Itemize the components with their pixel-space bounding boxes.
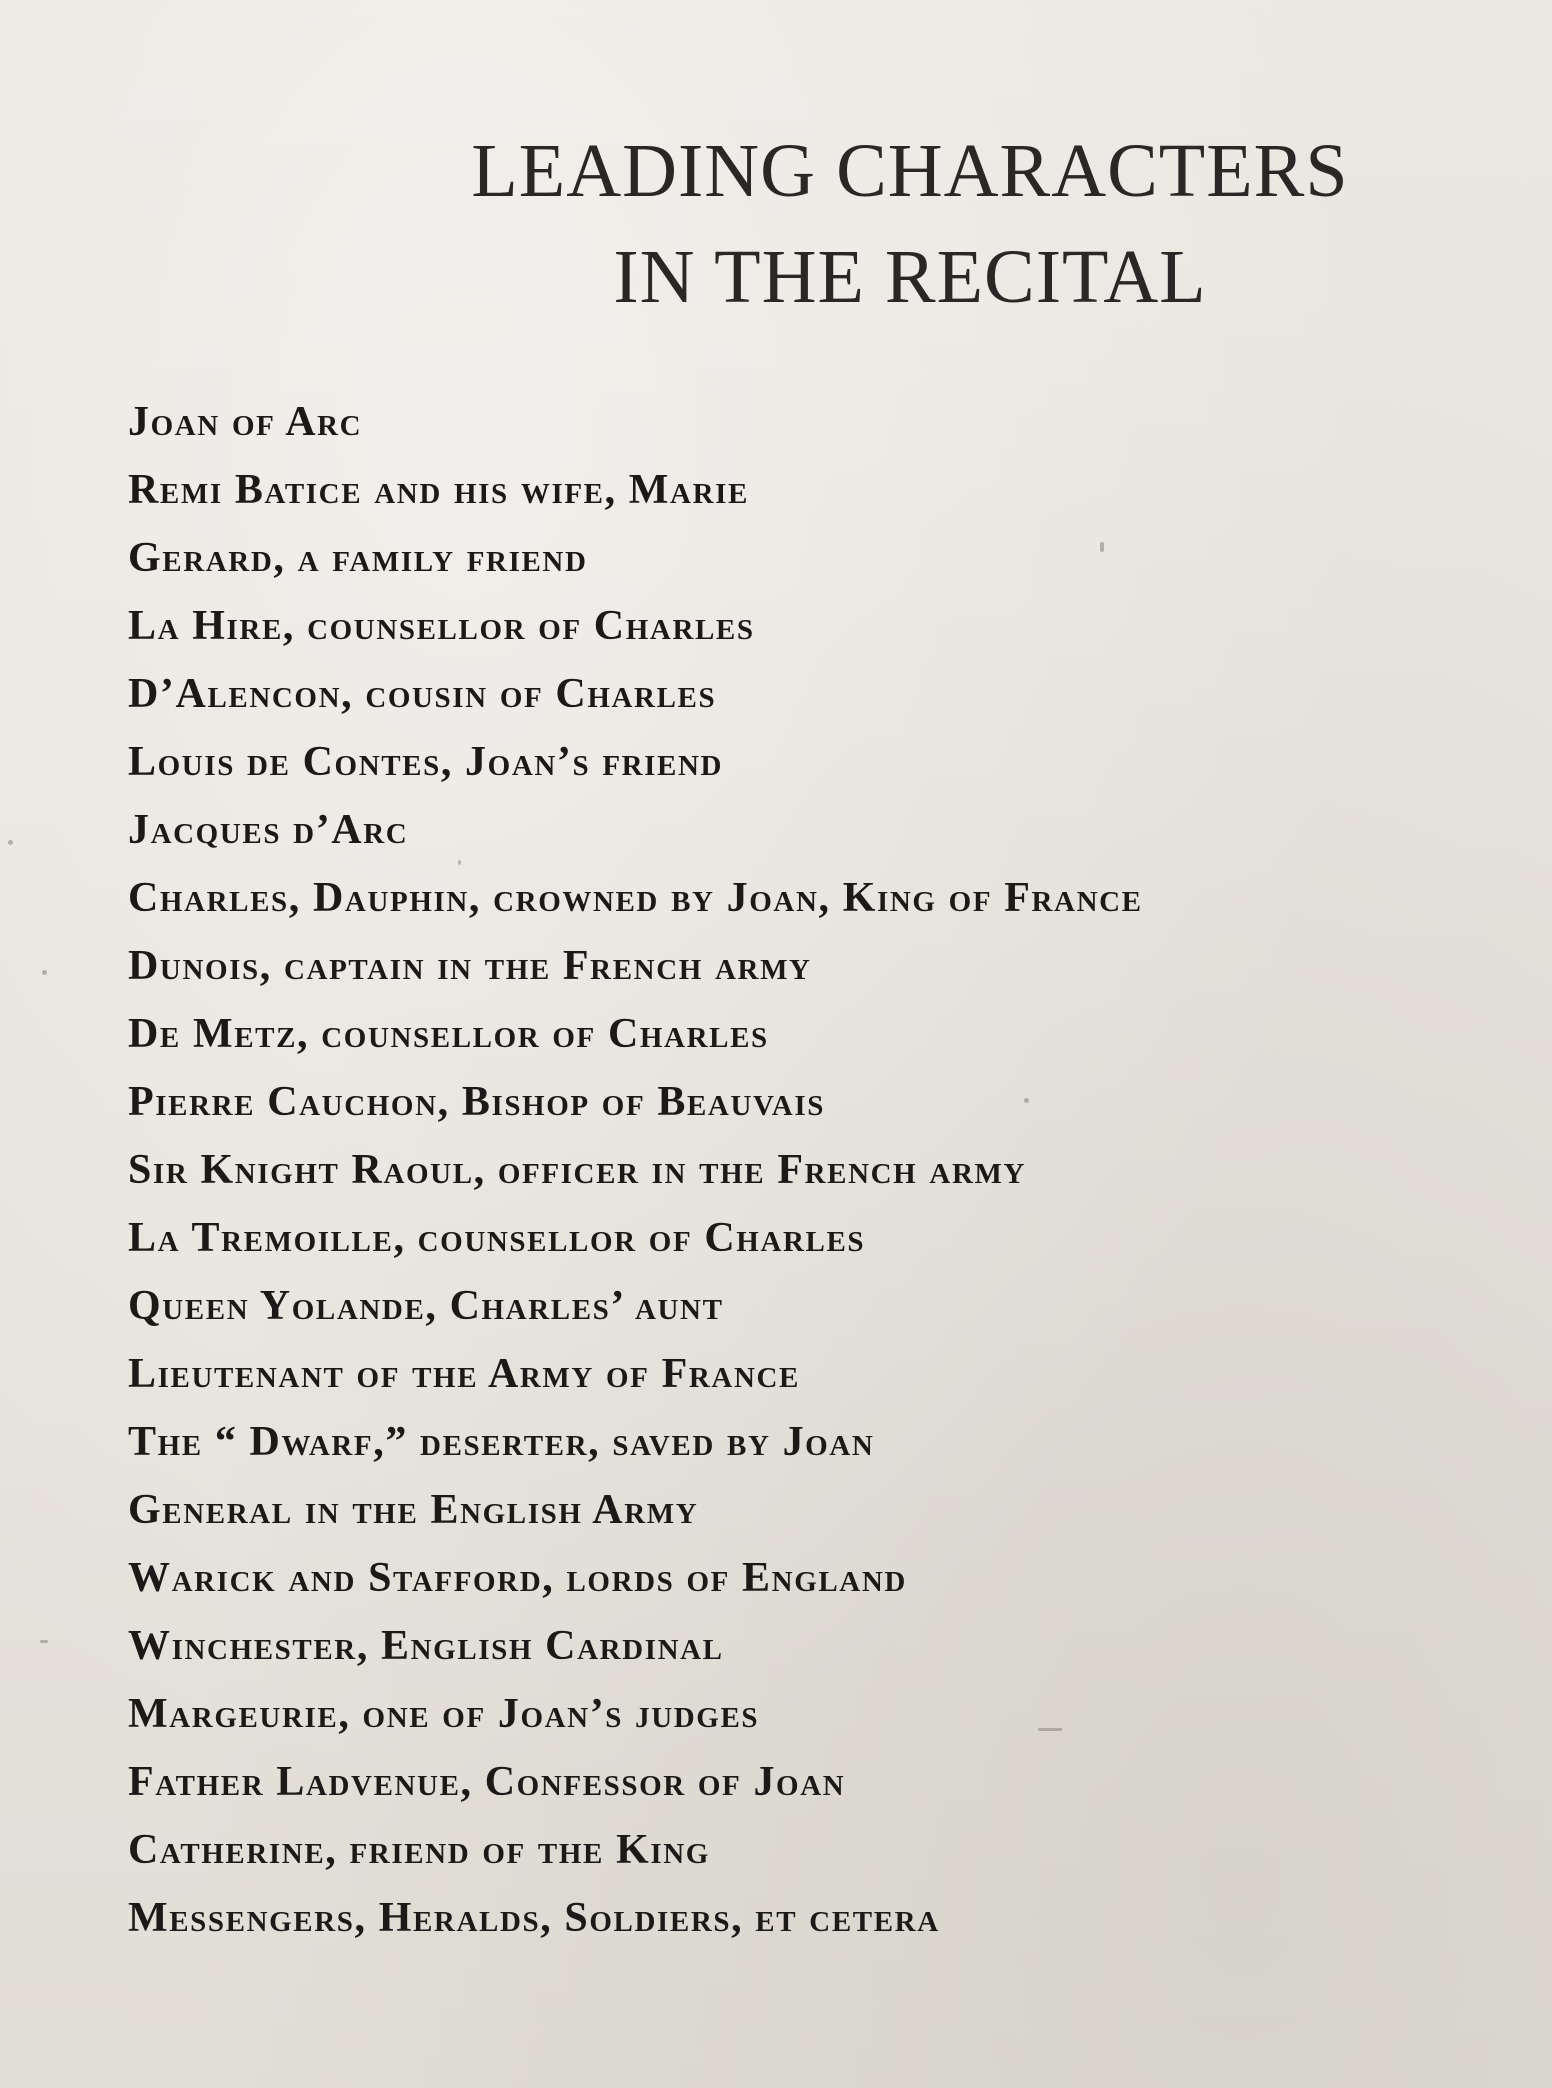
character-entry: Louis de Contes, Joan’s friend: [128, 739, 724, 785]
character-entry: Margeurie, one of Joan’s judges: [128, 1691, 760, 1737]
character-entry: Lieutenant of the Army of France: [128, 1351, 800, 1397]
paper-speck: [1038, 1728, 1062, 1731]
character-entry: Charles, Dauphin, crowned by Joan, King of France: [128, 875, 1143, 921]
paper-speck: [42, 970, 47, 975]
character-entry: Gerard, a family friend: [128, 535, 588, 581]
character-entry: De Metz, counsellor of Charles: [128, 1011, 769, 1057]
heading-line-1: LEADING CHARACTERS: [471, 129, 1349, 213]
character-entry: Jacques d’Arc: [128, 807, 409, 853]
character-entry: La Hire, counsellor of Charles: [128, 603, 755, 649]
paper-speck: [8, 840, 13, 845]
character-entry: Queen Yolande, Charles’ aunt: [128, 1283, 724, 1329]
character-entry: Remi Batice and his wife, Marie: [128, 467, 749, 513]
character-entry: Messengers, Heralds, Soldiers, et cetera: [128, 1895, 940, 1941]
character-entry: La Tremoille, counsellor of Charles: [128, 1215, 866, 1261]
character-list: [128, 388, 1143, 1952]
character-entry: Pierre Cauchon, Bishop of Beauvais: [128, 1079, 825, 1125]
character-entry: Father Ladvenue, Confessor of Joan: [128, 1759, 846, 1805]
paper-speck: [458, 860, 461, 865]
heading-line-2: IN THE RECITAL: [613, 235, 1207, 319]
character-entry: Warick and Stafford, lords of England: [128, 1555, 907, 1601]
character-entry: Winchester, English Cardinal: [128, 1623, 724, 1669]
page-heading: [360, 118, 1460, 330]
character-entry: Sir Knight Raoul, officer in the French army: [128, 1147, 1027, 1193]
character-entry: Joan of Arc: [128, 399, 363, 445]
paper-speck: [40, 1640, 48, 1643]
character-entry: D’Alencon, cousin of Charles: [128, 671, 717, 717]
paper-speck: [1100, 542, 1104, 552]
character-entry: The “ Dwarf,” deserter, saved by Joan: [128, 1419, 875, 1465]
character-entry: Dunois, captain in the French army: [128, 943, 812, 989]
character-entry: Catherine, friend of the King: [128, 1827, 710, 1873]
paper-speck: [1024, 1098, 1029, 1103]
character-entry: General in the English Army: [128, 1487, 699, 1533]
